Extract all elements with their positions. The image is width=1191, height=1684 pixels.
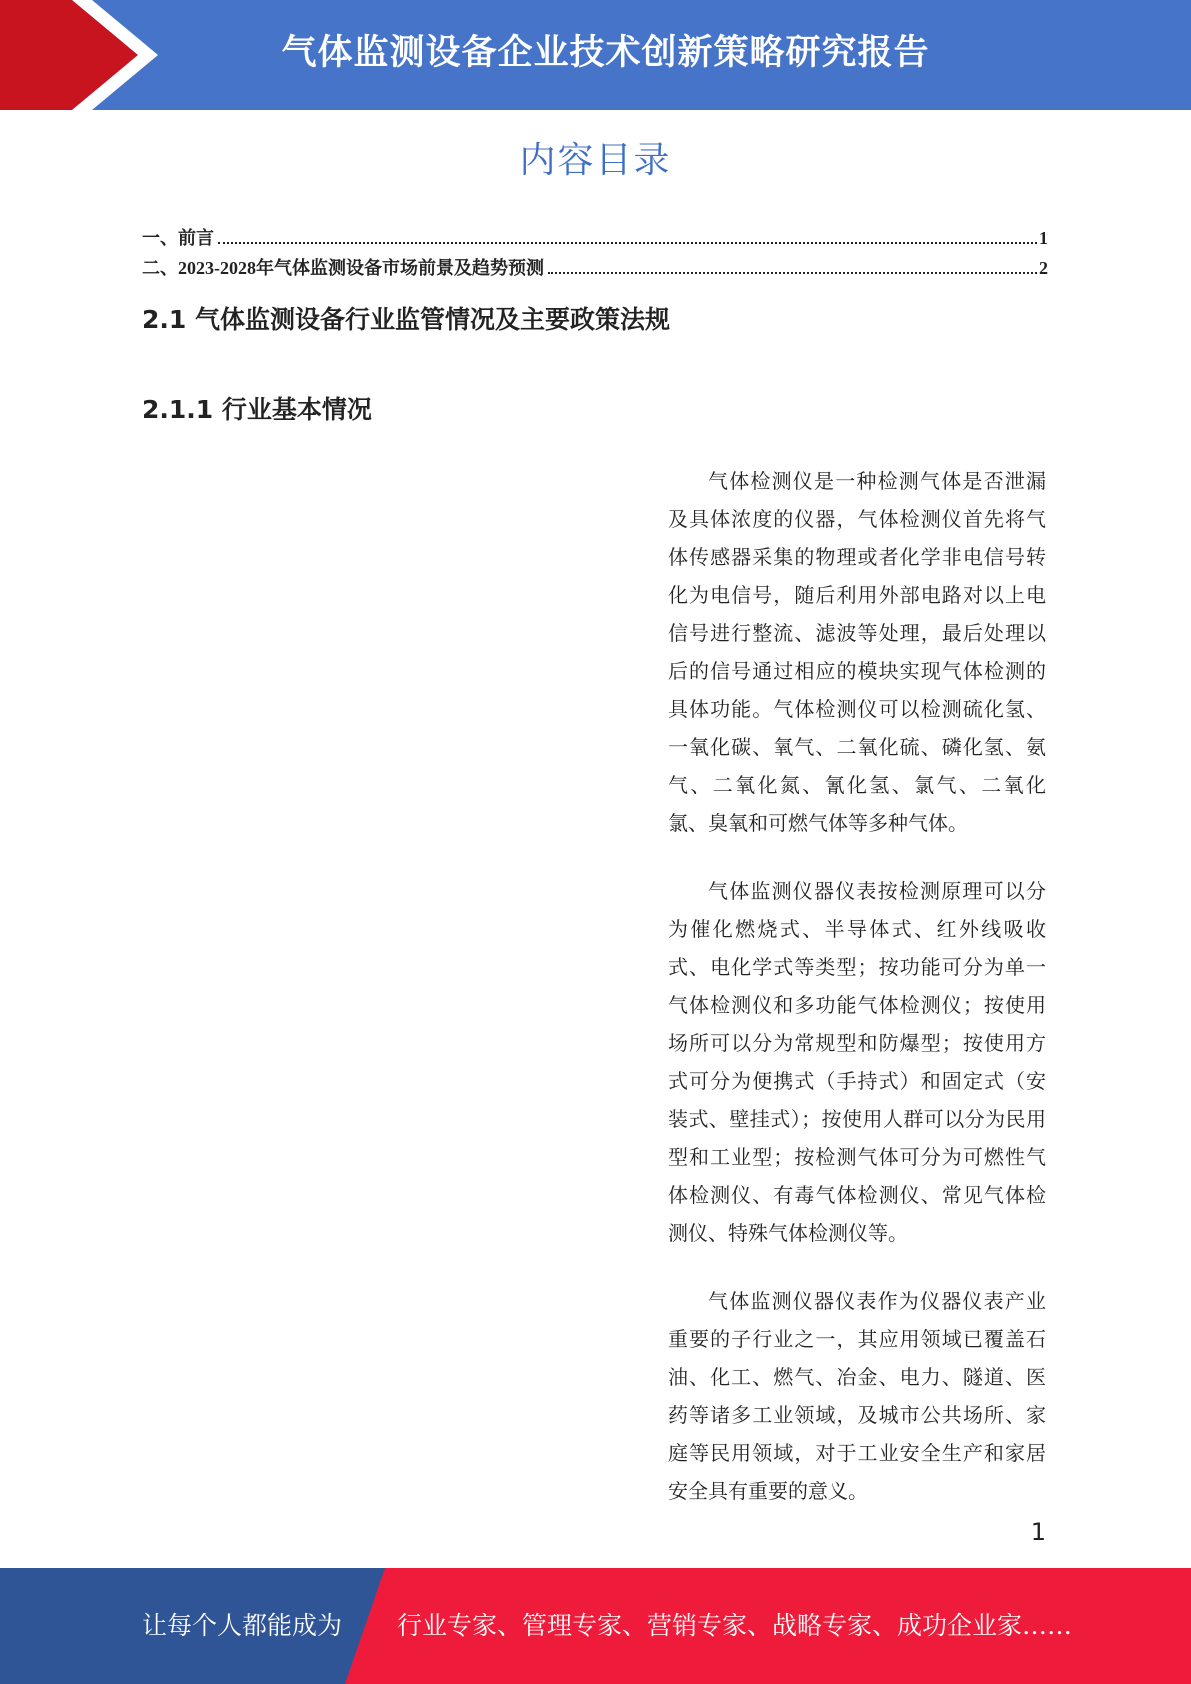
footer-slogan-right: 行业专家、管理专家、营销专家、战略专家、成功企业家…… <box>397 1611 1073 1640</box>
section-heading: 2.1 气体监测设备行业监管情况及主要政策法规 <box>142 305 670 334</box>
paragraph: 气体监测仪器仪表按检测原理可以分为催化燃烧式、半导体式、红外线吸收式、电化学式等类型；按功能可分为单一气体检测仪和多功能气体检测仪；按使用场所可以分为常规型和防爆型；按使用方式可分为便携式（手持式）和固定式（安装式、壁挂式）；按使用人群可以分为民用型和工业型；按检测气体可分为可燃性气体检测仪、有毒气体检测仪、常见气体检测仪、特殊气体检测仪等。 <box>668 879 1046 1245</box>
toc-entry-page: 2 <box>1039 258 1048 278</box>
toc-entry-label: 二、2023-2028年气体监测设备市场前景及趋势预测 <box>142 258 544 278</box>
toc-entry[interactable] <box>142 224 1048 254</box>
toc-leader <box>548 272 1037 274</box>
paragraph: 气体检测仪是一种检测气体是否泄漏及具体浓度的仪器，气体检测仪首先将气体传感器采集的物理或者化学非电信号转化为电信号，随后利用外部电路对以上电信号进行整流、滤波等处理，最后处理以后的信号通过相应的模块实现气体检测的具体功能。气体检测仪可以检测硫化氢、一氧化碳、氧气、二氧化硫、磷化氢、氨气、二氧化氮、氰化氢、氯气、二氧化氯、臭氧和可燃气体等多种气体。 <box>668 469 1046 835</box>
footer-slogan-left: 让每个人都能成为 <box>142 1611 343 1640</box>
body-text <box>668 462 1046 1540</box>
toc-entry-label: 一、前言 <box>142 228 214 248</box>
footer-banner <box>0 1568 1191 1684</box>
report-title: 气体监测设备企业技术创新策略研究报告 <box>281 33 930 73</box>
toc-title: 内容目录 <box>519 140 672 181</box>
header-arrow-icon <box>0 0 160 110</box>
toc-leader <box>218 242 1037 244</box>
toc-list <box>142 224 1048 284</box>
header-banner <box>0 0 1191 110</box>
page-number: 1 <box>1030 1518 1046 1546</box>
paragraph: 气体监测仪器仪表作为仪器仪表产业重要的子行业之一，其应用领域已覆盖石油、化工、燃气、冶金、电力、隧道、医药等诸多工业领域，及城市公共场所、家庭等民用领域，对于工业安全生产和家居安全具有重要的意义。 <box>668 1289 1046 1503</box>
subsection-heading: 2.1.1 行业基本情况 <box>142 395 372 424</box>
toc-entry-page: 1 <box>1039 228 1048 248</box>
toc-entry[interactable] <box>142 254 1048 284</box>
